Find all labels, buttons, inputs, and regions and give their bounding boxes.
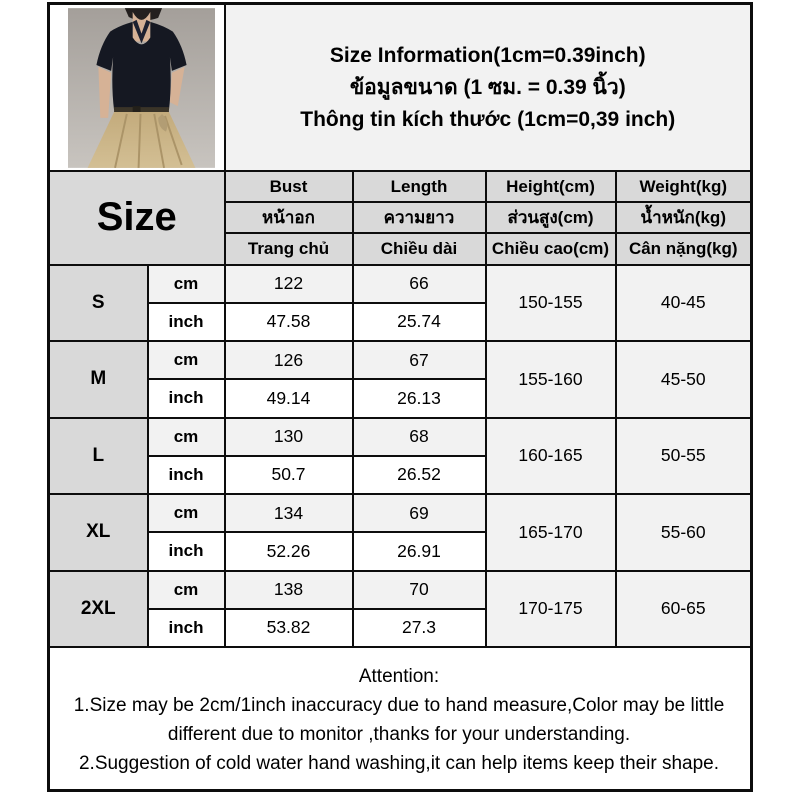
bust-inch-value: 47.58	[225, 303, 353, 341]
length-cm-value: 69	[353, 494, 486, 532]
column-header-bust-en: Bust	[225, 171, 353, 202]
column-header-height-vi: Chiều cao(cm)	[486, 233, 616, 264]
bust-cm-value: 134	[225, 494, 353, 532]
model-photo-illustration	[68, 8, 215, 168]
length-inch-value: 25.74	[353, 303, 486, 341]
table-row	[49, 265, 752, 303]
title-english: Size Information(1cm=0.39inch)	[329, 43, 646, 67]
height-range-value: 155-160	[486, 341, 616, 417]
unit-inch-label: inch	[148, 379, 225, 417]
column-header-weight-en: Weight(kg)	[616, 171, 752, 202]
column-header-weight-vi: Cân nặng(kg)	[616, 233, 752, 264]
table-row	[49, 341, 752, 379]
height-range-value: 150-155	[486, 265, 616, 341]
unit-inch-label: inch	[148, 456, 225, 494]
length-cm-value: 66	[353, 265, 486, 303]
unit-cm-label: cm	[148, 494, 225, 532]
attention-note-1: 1.Size may be 2cm/1inch inaccuracy due to hand measure,Color may be little different due to monitor ,thanks for your understanding.	[73, 694, 725, 745]
unit-cm-label: cm	[148, 418, 225, 456]
height-range-value: 160-165	[486, 418, 616, 494]
length-cm-value: 67	[353, 341, 486, 379]
product-photo	[50, 6, 224, 170]
bust-inch-value: 49.14	[225, 379, 353, 417]
table-row	[49, 494, 752, 532]
column-header-length-en: Length	[353, 171, 486, 202]
column-header-height-th: ส่วนสูง(cm)	[486, 202, 616, 233]
unit-cm-label: cm	[148, 265, 225, 303]
size-header-cell: Size	[49, 171, 225, 265]
size-information-title-cell	[225, 4, 752, 172]
size-information-table	[47, 2, 753, 792]
column-header-bust-vi: Trang chủ	[225, 233, 353, 264]
size-label-2xl: 2XL	[49, 571, 148, 647]
column-header-weight-th: น้ำหนัก(kg)	[616, 202, 752, 233]
length-inch-value: 27.3	[353, 609, 486, 647]
product-photo-cell	[49, 4, 225, 172]
bust-inch-value: 52.26	[225, 532, 353, 570]
bust-inch-value: 50.7	[225, 456, 353, 494]
column-header-bust-th: หน้าอก	[225, 202, 353, 233]
size-label-l: L	[49, 418, 148, 494]
height-range-value: 170-175	[486, 571, 616, 647]
column-header-length-vi: Chiều dài	[353, 233, 486, 264]
size-label-m: M	[49, 341, 148, 417]
table-row	[49, 571, 752, 609]
height-range-value: 165-170	[486, 494, 616, 570]
column-header-length-th: ความยาว	[353, 202, 486, 233]
attention-text	[50, 659, 750, 778]
bust-cm-value: 130	[225, 418, 353, 456]
column-header-height-en: Height(cm)	[486, 171, 616, 202]
table-row	[49, 418, 752, 456]
attention-heading: Attention:	[358, 665, 440, 687]
weight-range-value: 60-65	[616, 571, 752, 647]
bust-cm-value: 126	[225, 341, 353, 379]
size-label-xl: XL	[49, 494, 148, 570]
bust-inch-value: 53.82	[225, 609, 353, 647]
unit-inch-label: inch	[148, 532, 225, 570]
length-cm-value: 68	[353, 418, 486, 456]
unit-cm-label: cm	[148, 571, 225, 609]
weight-range-value: 40-45	[616, 265, 752, 341]
bust-cm-value: 138	[225, 571, 353, 609]
size-label-s: S	[49, 265, 148, 341]
attention-cell	[49, 647, 752, 791]
weight-range-value: 50-55	[616, 418, 752, 494]
top-band	[49, 4, 752, 172]
title-vietnamese: Thông tin kích thước (1cm=0,39 inch)	[300, 107, 676, 131]
title-thai: ข้อมูลขนาด (1 ซม. = 0.39 นิ้ว)	[349, 75, 626, 99]
header-row-english	[49, 171, 752, 202]
bust-cm-value: 122	[225, 265, 353, 303]
length-inch-value: 26.52	[353, 456, 486, 494]
attention-note-2: 2.Suggestion of cold water hand washing,it can help items keep their shape.	[78, 752, 720, 774]
length-cm-value: 70	[353, 571, 486, 609]
unit-inch-label: inch	[148, 609, 225, 647]
attention-row	[49, 647, 752, 791]
unit-cm-label: cm	[148, 341, 225, 379]
unit-inch-label: inch	[148, 303, 225, 341]
length-inch-value: 26.91	[353, 532, 486, 570]
weight-range-value: 45-50	[616, 341, 752, 417]
length-inch-value: 26.13	[353, 379, 486, 417]
weight-range-value: 55-60	[616, 494, 752, 570]
